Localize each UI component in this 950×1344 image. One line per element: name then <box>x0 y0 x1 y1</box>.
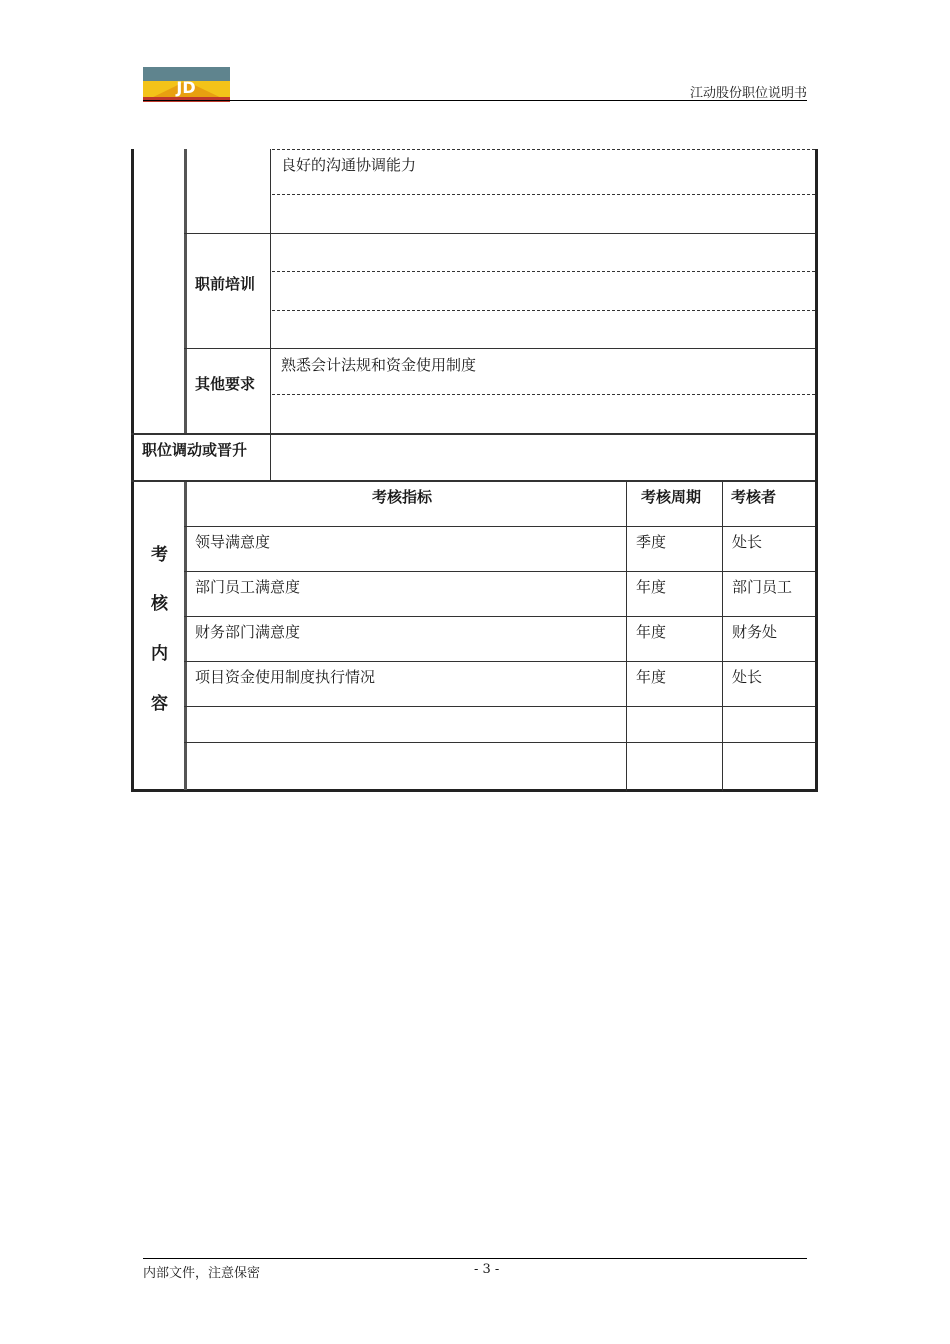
page-number: - 3 - <box>474 1262 500 1277</box>
header-assessor: 考核者 <box>731 488 777 506</box>
assessment-label-char: 考 <box>151 545 168 565</box>
other-requirements-value: 熟悉会计法规和资金使用制度 <box>281 356 477 374</box>
period-cell: 季度 <box>636 533 667 551</box>
document-title: 江动股份职位说明书 <box>689 86 807 101</box>
indicator-cell: 财务部门满意度 <box>195 623 301 641</box>
company-logo <box>143 67 230 102</box>
assessor-cell: 部门员工 <box>732 578 793 596</box>
footer-divider <box>143 1258 807 1259</box>
indicator-cell: 部门员工满意度 <box>195 578 301 596</box>
skill-requirement-text: 良好的沟通协调能力 <box>281 156 417 174</box>
indicator-cell: 领导满意度 <box>195 533 271 551</box>
assessment-label-char: 内 <box>151 644 168 664</box>
pre-training-label: 职前培训 <box>195 275 256 293</box>
position-transfer-label: 职位调动或晋升 <box>142 441 248 459</box>
svg-text:JD: JD <box>176 78 196 97</box>
period-cell: 年度 <box>636 623 667 641</box>
period-cell: 年度 <box>636 578 667 596</box>
other-requirements-label: 其他要求 <box>195 375 256 393</box>
assessor-cell: 处长 <box>732 668 763 686</box>
confidential-notice: 内部文件，注意保密 <box>143 1266 261 1281</box>
header-indicator: 考核指标 <box>372 488 433 506</box>
assessor-cell: 财务处 <box>732 623 778 641</box>
header-divider <box>143 100 807 101</box>
assessor-cell: 处长 <box>732 533 763 551</box>
assessment-label-char: 容 <box>151 694 168 714</box>
indicator-cell: 项目资金使用制度执行情况 <box>195 668 376 686</box>
period-cell: 年度 <box>636 668 667 686</box>
assessment-label-char: 核 <box>151 594 168 614</box>
header-period: 考核周期 <box>641 488 702 506</box>
